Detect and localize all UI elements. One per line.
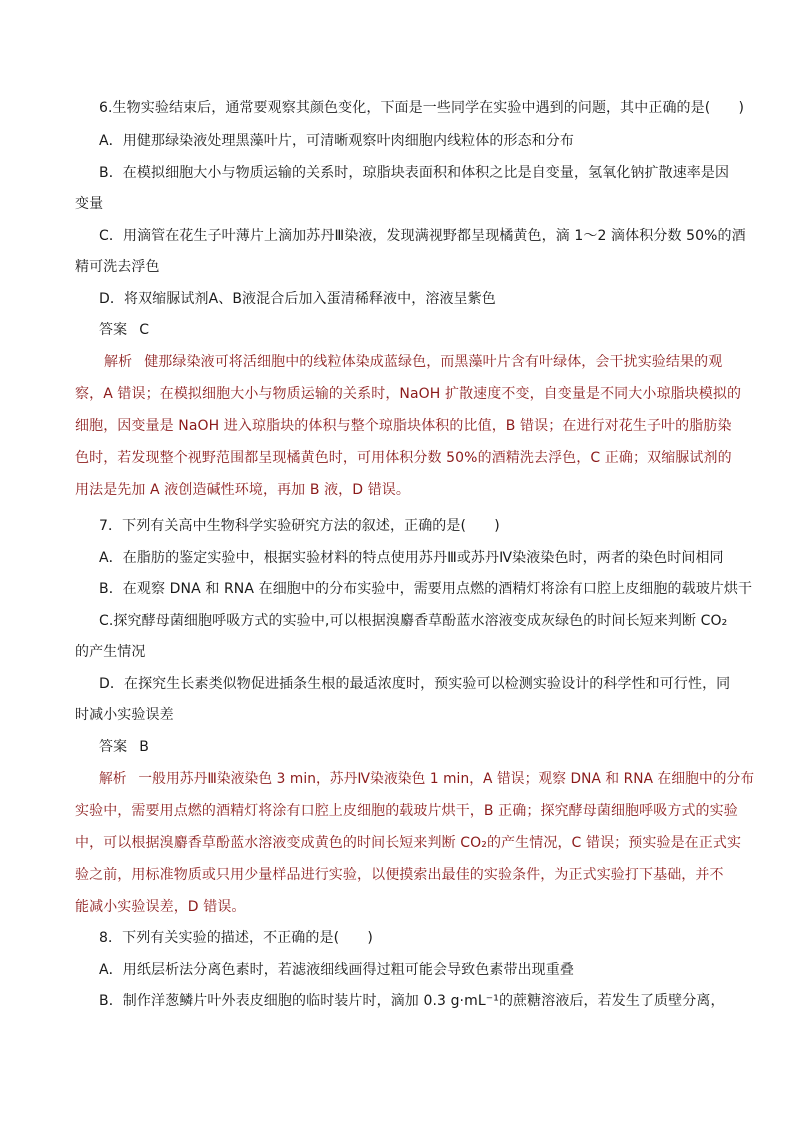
q7-analysis-line3: 中，可以根据溴麝香草酚蓝水溶液变成黄色的时间长短来判断 CO₂的产生情况，C 错误；预实验是在正式实 (75, 835, 742, 851)
q6-analysis-line4: 色时，若发现整个视野范围都呈现橘黄色时，可用体积分数 50%的酒精洗去浮色，C 正确；双缩脲试剂的 (75, 450, 732, 466)
q6-option-c-line1: C．用滴管在花生子叶薄片上滴加苏丹Ⅲ染液，发现满视野都呈现橘黄色，滴 1～2 滴体积分数 50%的酒 (99, 228, 746, 244)
q7-analysis-line2: 实验中，需要用点燃的酒精灯将涂有口腔上皮细胞的载玻片烘干，B 正确；探究酵母菌细胞呼吸方式的实验 (75, 803, 738, 819)
q7-option-c-line2: 的产生情况 (75, 644, 146, 660)
q6-stem: 6.生物实验结束后，通常要观察其颜色变化，下面是一些同学在实验中遇到的问题，其中正确的是( ) (99, 100, 745, 116)
analysis-text: 一般用苏丹Ⅲ染液染色 3 min，苏丹Ⅳ染液染色 1 min，A 错误；观察 DNA 和 RNA 在细胞中的分布 (138, 771, 755, 787)
analysis-label: 解析 (99, 771, 127, 787)
q7-option-d-line2: 时减小实验误差 (75, 707, 174, 723)
answer-label: 答案 (99, 322, 128, 338)
analysis-label: 解析 (104, 354, 133, 370)
q7-stem: 7．下列有关高中生物科学实验研究方法的叙述，正确的是( ) (99, 518, 500, 534)
q7-analysis-line5: 能减小实验误差，D 错误。 (75, 899, 246, 915)
q7-option-d-line1: D．在探究生长素类似物促进插条生根的最适浓度时，预实验可以检测实验设计的科学性和可行性，同 (99, 676, 731, 692)
analysis-text: 健那绿染液可将活细胞中的线粒体染成蓝绿色，而黑藻叶片含有叶绿体，会干扰实验结果的观 (144, 354, 723, 370)
q8-stem: 8．下列有关实验的描述，不正确的是( ) (99, 930, 373, 946)
q7-analysis-line4: 验之前，用标准物质或只用少量样品进行实验，以便摸索出最佳的实验条件，为正式实验打下基础，并不 (75, 867, 724, 883)
q6-option-b-line1: B．在模拟细胞大小与物质运输的关系时，琼脂块表面积和体积之比是自变量，氢氧化钠扩散速率是因 (99, 165, 730, 181)
q6-option-b-line2: 变量 (75, 196, 104, 212)
answer-label: 答案 (99, 739, 128, 755)
q6-option-a: A．用健那绿染液处理黑藻叶片，可清晰观察叶肉细胞内线粒体的形态和分布 (99, 133, 574, 149)
q6-answer (99, 320, 149, 340)
q8-option-b: B．制作洋葱鳞片叶外表皮细胞的临时装片时，滴加 0.3 g·mL⁻¹的蔗糖溶液后，若发生了质壁分离， (99, 993, 725, 1009)
q7-analysis-line1 (99, 769, 754, 789)
q7-answer (99, 737, 149, 757)
q7-option-a: A．在脂肪的鉴定实验中，根据实验材料的特点使用苏丹Ⅲ或苏丹Ⅳ染液染色时，两者的染色时间相同 (99, 550, 724, 566)
answer-value: B (139, 739, 149, 755)
q6-analysis-line3: 细胞，因变量是 NaOH 进入琼脂块的体积与整个琼脂块体积的比值，B 错误；在进行对花生子叶的脂肪染 (75, 418, 732, 434)
q6-option-c-line2: 精可洗去浮色 (75, 259, 160, 275)
q6-analysis-line5: 用法是先加 A 液创造碱性环境，再加 B 液，D 错误。 (75, 482, 411, 498)
answer-value: C (139, 322, 150, 338)
q6-analysis-line1 (104, 352, 722, 372)
q6-option-d: D．将双缩脲试剂A、B液混合后加入蛋清稀释液中，溶液呈紫色 (99, 291, 496, 307)
q6-analysis-line2: 察，A 错误；在模拟细胞大小与物质运输的关系时，NaOH 扩散速度不变，自变量是不同大小琼脂块模拟的 (75, 386, 742, 402)
q8-option-a: A．用纸层析法分离色素时，若滤液细线画得过粗可能会导致色素带出现重叠 (99, 962, 574, 978)
q7-option-b: B．在观察 DNA 和 RNA 在细胞中的分布实验中，需要用点燃的酒精灯将涂有口腔上皮细胞的载玻片烘干 (99, 581, 753, 597)
q7-option-c-line1: C.探究酵母菌细胞呼吸方式的实验中,可以根据溴麝香草酚蓝水溶液变成灰绿色的时间长短来判断 CO₂ (99, 613, 728, 629)
